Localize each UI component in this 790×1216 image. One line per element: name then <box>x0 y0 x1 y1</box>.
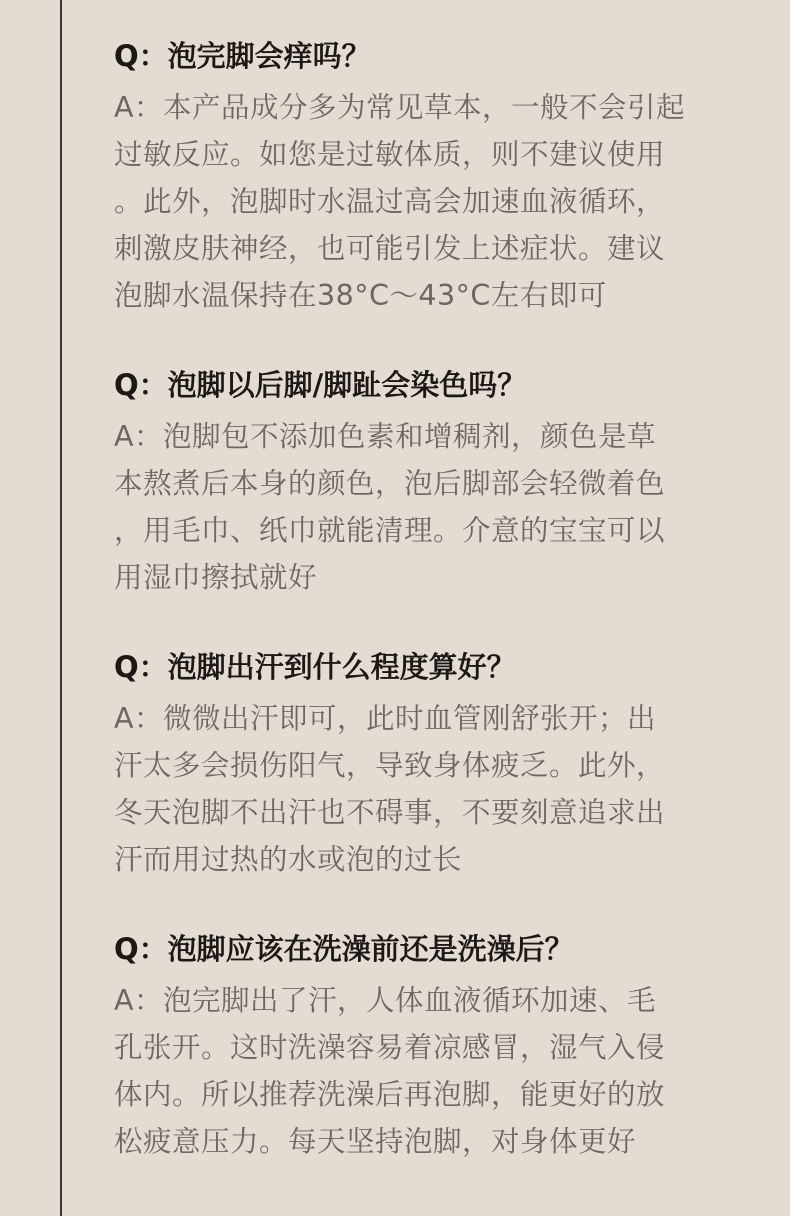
answer-line: 体内。所以推荐洗澡后再泡脚，能更好的放 <box>114 1078 666 1111</box>
answer-line: 孔张开。这时洗澡容易着凉感冒，湿气入侵 <box>114 1031 666 1064</box>
answer-line: 本熬煮后本身的颜色，泡后脚部会轻微着色 <box>114 467 666 500</box>
answer-line: 泡脚水温保持在38°C～43°C左右即可 <box>114 279 607 312</box>
left-divider-line <box>60 0 62 1216</box>
answer-line: A：泡脚包不添加色素和增稠剂，颜色是草 <box>114 420 656 453</box>
faq-item-itching <box>114 34 734 319</box>
faq-question: Q：泡脚以后脚/脚趾会染色吗？ <box>114 368 527 402</box>
faq-answer <box>114 84 734 319</box>
answer-line: 用湿巾擦拭就好 <box>114 561 318 594</box>
answer-line: 刺激皮肤神经，也可能引发上述症状。建议 <box>114 232 666 265</box>
faq-answer <box>114 695 734 883</box>
faq-answer <box>114 977 734 1165</box>
answer-line: A：微微出汗即可，此时血管刚舒张开；出 <box>114 702 656 735</box>
answer-line: ，用毛巾、纸巾就能清理。介意的宝宝可以 <box>114 514 666 547</box>
faq-item-sweating <box>114 645 734 883</box>
answer-line: 。此外，泡脚时水温过高会加速血液循环， <box>114 185 666 218</box>
faq-question: Q：泡完脚会痒吗？ <box>114 39 371 73</box>
faq-list <box>114 34 734 1165</box>
answer-line: 汗太多会损伤阳气，导致身体疲乏。此外， <box>114 749 666 782</box>
faq-item-bath-order <box>114 927 734 1165</box>
answer-line: A：本产品成分多为常见草本，一般不会引起 <box>114 91 685 124</box>
answer-line: 松疲意压力。每天坚持泡脚，对身体更好 <box>114 1125 637 1158</box>
faq-question: Q：泡脚出汗到什么程度算好？ <box>114 650 516 684</box>
faq-answer <box>114 413 734 601</box>
answer-line: 过敏反应。如您是过敏体质，则不建议使用 <box>114 138 666 171</box>
faq-question: Q：泡脚应该在洗澡前还是洗澡后？ <box>114 932 574 966</box>
answer-line: 冬天泡脚不出汗也不碍事，不要刻意追求出 <box>114 796 666 829</box>
answer-line: A：泡完脚出了汗，人体血液循环加速、毛 <box>114 984 656 1017</box>
faq-item-staining <box>114 363 734 601</box>
answer-line: 汗而用过热的水或泡的过长 <box>114 843 463 876</box>
